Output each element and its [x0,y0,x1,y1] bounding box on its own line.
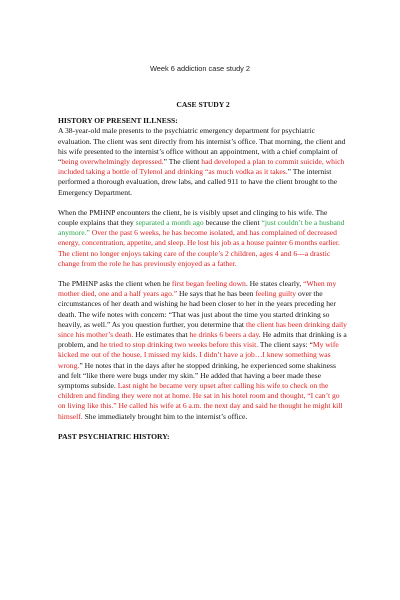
text-run: When the PMHNP encounters the client, he is visibly upset and clinging to his wife. The couple explains that they [58,207,328,228]
highlight-red: Over the past 6 weeks, he has become isolated, and has complained of decreased energy, concentration, appetite, and sleep. He lost his job as a house painter 6 months earlier. The client no longer enjoys taking care of the couple’s 2 children, ages 4 and 6---a drastic change from the role he has previously enjoyed as a father. [58,228,340,268]
text-run: She immediately brought him to the internist’s office. [82,411,248,421]
highlight-red: My wife kicked me out of the house, I missed my kids. I didn’t have a job…I knew something was wrong. [58,340,339,370]
text-run: ” The client [163,157,202,167]
highlight-green: “just couldn’t be a husband anymore.” [58,218,345,238]
text-run: The PMHNP asks the client when he [58,279,172,289]
highlight-red: had developed a plan to commit suicide, which included taking a bottle of Tylenol and drinking “as much vodka as it takes. [58,157,345,177]
text-run: A 38-year-old male presents to the psychiatric emergency department for psychiatric evaluation. The client was sent directly from his internist’s office. That morning, the client and his wife presented to the internist’s office without an appointment, with a chief complaint of “ [58,126,346,167]
document-body [58,100,348,442]
highlight-red: feeling guilty [255,289,297,299]
pph-heading: PAST PSYCHIATRIC HISTORY: [58,431,170,441]
highlight-red: the client has been drinking daily since his mother’s death. [58,319,347,340]
text-run: ” He notes that in the days after he stopped drinking, he experienced some shakiness and felt “like there were bugs under my skin.” He added that having a beer made these symptoms subside. [58,360,336,391]
text-run: because the client [203,218,262,228]
document-header: Week 6 addiction case study 2 [149,64,251,73]
highlight-red: first began feeling down [171,279,246,289]
text-run: . He states clearly, [245,279,304,289]
text-run: The client says: “ [258,340,313,350]
text-run: ” The internist performed a thorough evaluation, drew labs, and called 911 to have the client brought to the Emergency Department. [58,167,338,197]
highlight-red: he tried to stop drinking two weeks before this visit. [99,340,259,350]
hpi-paragraph-2 [58,208,348,269]
highlight-green: separated a month ago [135,218,204,228]
hpi-paragraph-1 [58,126,348,197]
text-run: . He admits that drinking is a problem, and [58,330,347,350]
hpi-paragraph-3 [58,279,348,422]
highlight-red: Last night he became very upset after calling his wife to check on the children and finding they were not at home. He sat in his hotel room and thought, “I can’t go on living like this.” He called his wife at 6 a.m. the next day and said he thought he might kill himself. [58,381,343,421]
highlight-red: he drinks 6 beers a day [189,330,259,340]
text-run: over the circumstances of her death and wishing he had been closer to her in the years preceding her death. The wife notes with concern: “That was just about the time you started drinking so heavily, as well.” As you question further, you determine that [58,289,336,329]
text-run: He estimates that [133,330,190,340]
highlight-red: “When my mother died, one and a half years ago.” [58,279,337,299]
case-title: CASE STUDY 2 [176,100,230,109]
text-run: He says that he has been [177,289,256,299]
highlight-red: being overwhelmingly depressed. [61,157,164,167]
hpi-heading: HISTORY OF PRESENT ILLNESS: [58,116,178,126]
